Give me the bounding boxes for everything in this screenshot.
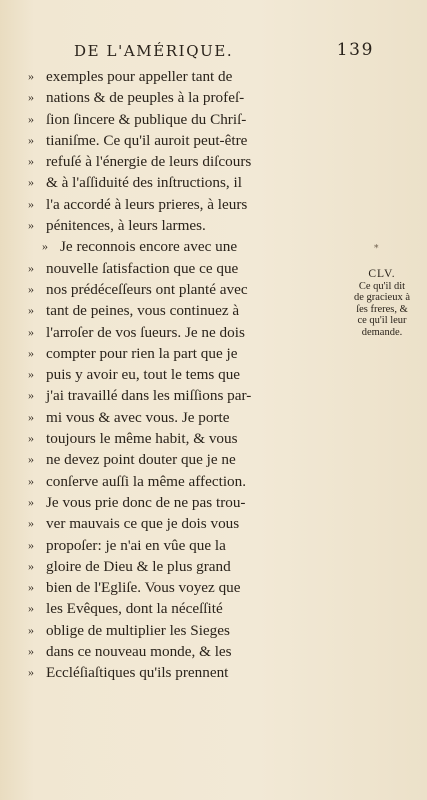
line-text: ſion ſincere & publique du Chriſ-: [46, 110, 247, 128]
line-text: nouvelle ſatisfaction que ce que: [46, 259, 239, 277]
margin-asterisk: *: [374, 244, 379, 254]
text-line: [28, 215, 346, 236]
line-text: conſerve auſſi la même affection.: [46, 472, 247, 490]
quote-mark: »: [28, 452, 34, 467]
line-text: tant de peines, vous continuez à: [46, 302, 240, 320]
line-text: refuſé à l'énergie de leurs diſcours: [46, 153, 252, 171]
margin-note-line: demande.: [361, 326, 403, 338]
text-line: [28, 471, 346, 492]
text-line: [28, 130, 346, 151]
line-text: Je vous prie donc de ne pas trou-: [46, 493, 246, 511]
margin-note-line: Ce qu'il dit: [358, 280, 406, 292]
margin-note-line: de gracieux à: [354, 292, 410, 304]
quote-mark: »: [28, 175, 34, 190]
quote-mark: »: [28, 665, 34, 680]
text-line: [28, 535, 346, 556]
quote-mark: »: [28, 431, 34, 446]
running-title: DE L'AMÉRIQUE.: [74, 42, 234, 60]
quote-mark: »: [28, 218, 34, 233]
quote-mark: »: [28, 196, 34, 211]
line-text: l'arroſer de vos ſueurs. Je ne dois: [46, 323, 245, 341]
quote-mark: »: [28, 324, 34, 339]
line-text: nations & de peuples à la profeſ-: [46, 89, 245, 107]
text-line: [28, 428, 346, 449]
body-text: [28, 66, 346, 684]
line-text: dans ce nouveau monde, & les: [46, 643, 232, 661]
text-line: [28, 641, 346, 662]
line-text: gloire de Dieu & le plus grand: [46, 557, 231, 575]
quote-mark: »: [28, 345, 34, 360]
text-line: [28, 662, 346, 683]
line-text: Je reconnois encore avec une: [60, 238, 238, 256]
quote-mark: »: [28, 558, 34, 573]
quote-mark: »: [28, 154, 34, 169]
text-line: [28, 577, 346, 598]
line-text: oblige de multiplier les Sieges: [46, 621, 230, 639]
line-text: & à l'aſſiduité des inſtructions, il: [46, 174, 242, 192]
margin-note-line: ce qu'il leur: [357, 315, 407, 327]
quote-mark: »: [28, 260, 34, 275]
text-line: [28, 364, 346, 385]
quote-mark: »: [28, 409, 34, 424]
text-line: [28, 598, 346, 619]
text-line: [28, 620, 346, 641]
quote-mark: »: [28, 516, 34, 531]
quote-mark: »: [28, 537, 34, 552]
text-line: [28, 236, 346, 257]
line-text: tianiſme. Ce qu'il auroit peut-être: [46, 131, 248, 149]
line-text: les Evêques, dont la néceſſité: [46, 600, 223, 618]
quote-mark: »: [28, 132, 34, 147]
line-text: l'a accordé à leurs prieres, à leurs: [46, 195, 248, 213]
line-text: nos prédéceſſeurs ont planté avec: [46, 280, 248, 298]
margin-note-line: ſes freres, &: [356, 303, 408, 315]
line-text: ne devez point douter que je ne: [46, 451, 236, 469]
quote-mark: »: [28, 601, 34, 616]
quote-mark: »: [28, 111, 34, 126]
line-text: compter pour rien la part que je: [46, 344, 238, 362]
quote-mark: »: [28, 473, 34, 488]
line-text: ver mauvais ce que je dois vous: [46, 515, 240, 533]
page-number: 139: [336, 40, 374, 60]
quote-mark: »: [28, 69, 34, 83]
text-line: [28, 194, 346, 215]
text-line: [28, 66, 346, 87]
text-line: [28, 449, 346, 470]
line-text: mi vous & avec vous. Je porte: [46, 408, 230, 426]
line-text: puis y avoir eu, tout le tems que: [46, 366, 241, 384]
line-text: Eccléſiaſtiques qu'ils prennent: [46, 664, 229, 682]
text-line: [28, 492, 346, 513]
line-text: toujours le même habit, & vous: [46, 430, 238, 448]
quote-mark: »: [28, 494, 34, 509]
quote-mark: »: [28, 303, 34, 318]
quote-mark: »: [28, 580, 34, 595]
text-line: [28, 407, 346, 428]
quote-mark: »: [28, 644, 34, 659]
text-line: [28, 109, 346, 130]
text-line: [28, 300, 346, 321]
text-line: [28, 513, 346, 534]
text-line: [28, 556, 346, 577]
text-line: [28, 258, 346, 279]
text-line: [28, 343, 346, 364]
margin-note-number: CLV.: [368, 268, 396, 280]
running-header: [74, 42, 374, 64]
line-text: bien de l'Egliſe. Vous voyez que: [46, 579, 241, 597]
line-text: pénitences, à leurs larmes.: [46, 217, 206, 235]
text-line: [28, 172, 346, 193]
quote-mark: »: [28, 281, 34, 296]
line-text: propoſer: je n'ai en vûe que la: [46, 536, 226, 554]
quote-mark: »: [42, 239, 48, 254]
margin-note: [340, 269, 424, 339]
text-line: [28, 322, 346, 343]
quote-mark: »: [28, 367, 34, 382]
quote-mark: »: [28, 622, 34, 637]
text-line: [28, 151, 346, 172]
text-line: [28, 385, 346, 406]
line-text: j'ai travaillé dans les miſſions par-: [46, 387, 252, 405]
line-text: exemples pour appeller tant de: [46, 68, 233, 85]
text-line: [28, 279, 346, 300]
text-line: [28, 87, 346, 108]
quote-mark: »: [28, 388, 34, 403]
quote-mark: »: [28, 90, 34, 105]
